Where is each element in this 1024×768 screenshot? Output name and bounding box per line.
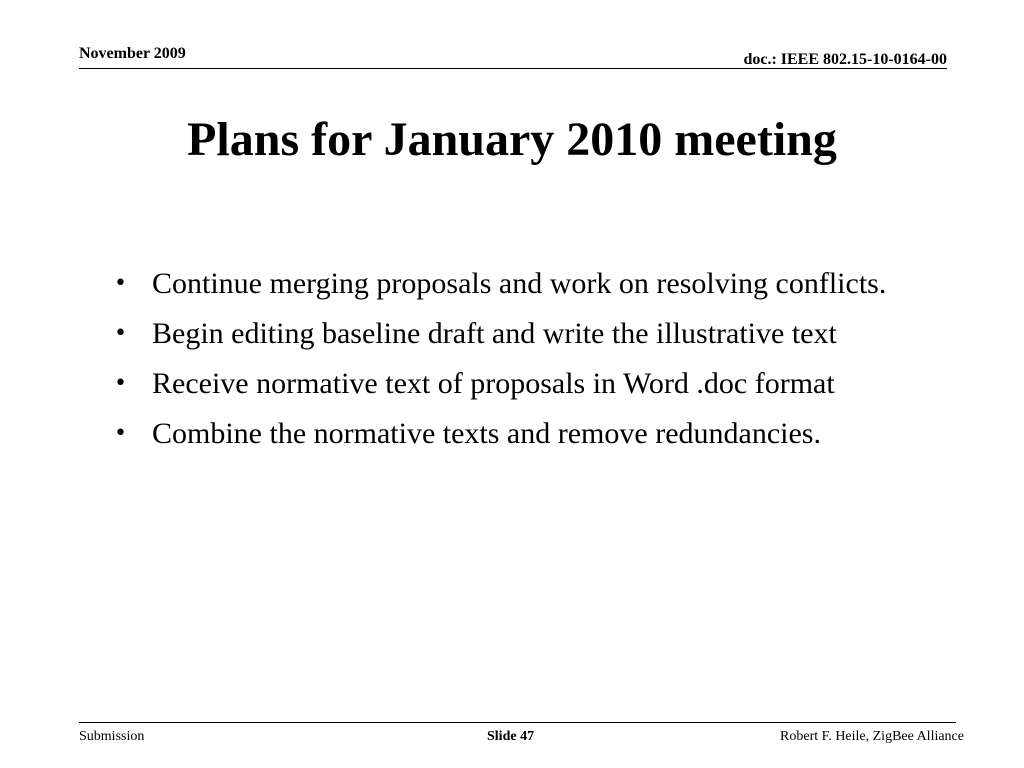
bullet-item	[112, 414, 902, 454]
bullet-dot-icon: •	[114, 421, 127, 446]
bullet-text: Continue merging proposals and work on resolving conflicts.	[152, 267, 887, 300]
footer-author: Robert F. Heile, ZigBee Alliance	[780, 729, 964, 744]
bullet-item	[112, 314, 902, 354]
footer-submission: Submission	[79, 729, 145, 744]
header-doc-id: doc.: IEEE 802.15-10-0164-00	[743, 51, 947, 68]
footer-divider	[79, 722, 956, 723]
bullet-dot-icon: •	[114, 321, 127, 346]
bullet-item	[112, 264, 902, 304]
bullet-dot-icon: •	[114, 371, 127, 396]
bullet-dot-icon: •	[114, 271, 127, 296]
footer-slide-number: Slide 47	[487, 729, 535, 744]
bullet-text: Receive normative text of proposals in Word .doc format	[152, 367, 835, 400]
bullet-item	[112, 364, 902, 404]
bullet-text: Begin editing baseline draft and write the illustrative text	[152, 317, 837, 350]
header-date: November 2009	[79, 45, 186, 62]
slide-title: Plans for January 2010 meeting	[187, 113, 837, 166]
bullet-text: Combine the normative texts and remove redundancies.	[152, 417, 821, 450]
header-divider	[79, 68, 947, 69]
bullet-list	[112, 264, 902, 464]
